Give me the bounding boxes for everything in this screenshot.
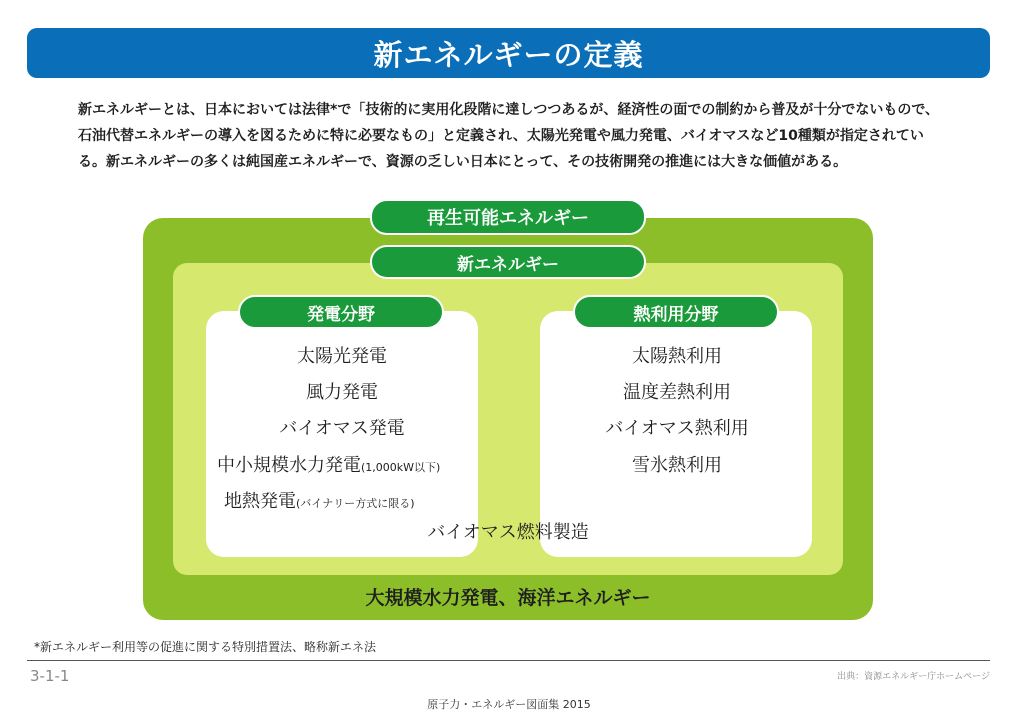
source-credit: 出典：資源エネルギー庁ホームページ	[837, 672, 990, 682]
heat-item: バイオマス熱利用	[605, 418, 749, 439]
power-item: 風力発電	[306, 382, 378, 403]
header-bar	[27, 28, 990, 78]
power-generation-label: 発電分野	[238, 295, 444, 329]
publication-title: 原子力・エネルギー図面集 2015	[427, 698, 591, 711]
renewable-only-label: 大規模水力発電、海洋エネルギー	[365, 587, 651, 609]
page-title: 新エネルギーの定義	[373, 37, 644, 72]
new-energy-label: 新エネルギー	[370, 245, 646, 279]
heat-item: 温度差熱利用	[623, 382, 731, 403]
heat-utilization-label: 熱利用分野	[573, 295, 779, 329]
power-item-note: (バイナリー方式に限る)	[296, 497, 415, 510]
heat-item: 雪氷熱利用	[632, 455, 722, 476]
power-item: バイオマス発電	[279, 418, 405, 439]
power-item: 地熱発電(バイナリー方式に限る)	[224, 491, 415, 512]
renewable-energy-label: 再生可能エネルギー	[370, 199, 646, 235]
footer-divider	[27, 660, 990, 661]
biomass-fuel-item: バイオマス燃料製造	[427, 522, 589, 543]
power-item: 中小規模水力発電(1,000kW以下)	[217, 455, 441, 476]
footnote: *新エネルギー利用等の促進に関する特別措置法、略称新エネ法	[34, 640, 377, 654]
power-item: 太陽光発電	[297, 346, 387, 367]
intro-paragraph: 新エネルギーとは、日本においては法律*で「技術的に実用化段階に達しつつあるが、経済性の面での制約から普及が十分でないもので、石油代替エネルギーの導入を図るために特に必要なもの」と定義され、太陽光発電や風力発電、バイオマスなど10種類が指定されている。新エネルギーの多くは純国産エネルギーで、資源の乏しい日本にとって、その技術開発の推進には大きな価値がある。	[78, 102, 940, 170]
power-item-note: (1,000kW以下)	[361, 461, 441, 474]
page-number: 3-1-1	[30, 667, 70, 685]
heat-item: 太陽熱利用	[632, 346, 722, 367]
